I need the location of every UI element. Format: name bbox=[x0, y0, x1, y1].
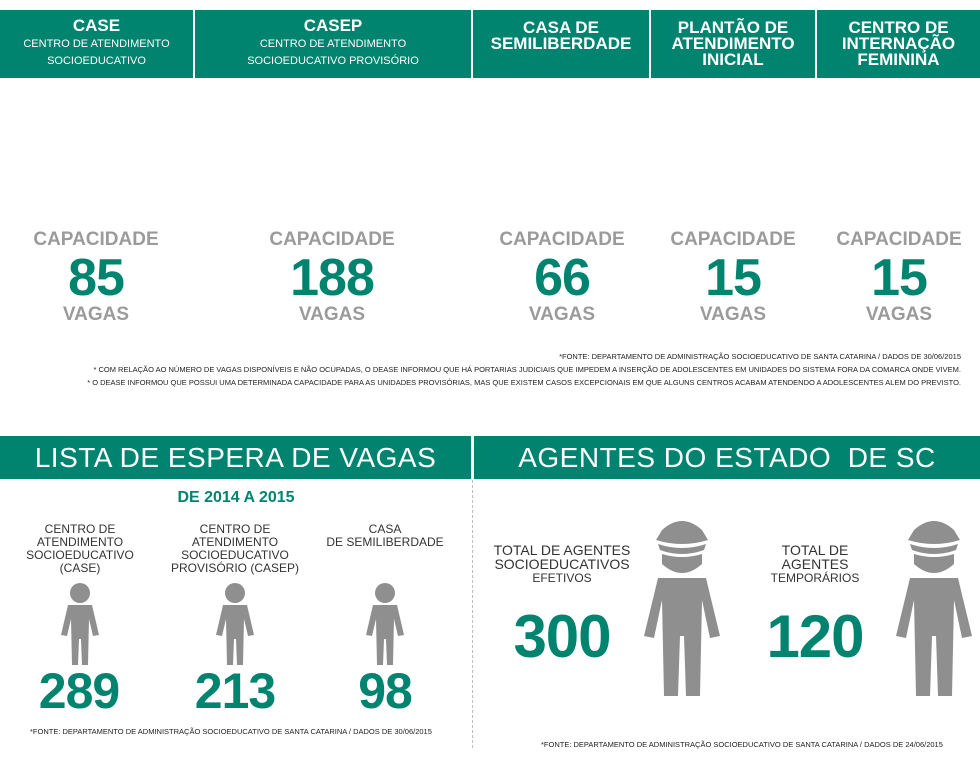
header-title: ATENDIMENTO bbox=[671, 34, 795, 53]
police-officer-icon bbox=[642, 518, 722, 696]
waitlist-value-casep: 213 bbox=[194, 663, 276, 719]
header-internacao-feminina bbox=[817, 10, 980, 78]
child-person-icon bbox=[60, 583, 100, 665]
capacity-value: 188 bbox=[290, 249, 374, 307]
waitlist-source: *FONTE: DEPARTAMENTO DE ADMINISTRAÇÃO SOCIOEDUCATIVO DE SANTA CATARINA / DADOS DE 30/06/2015 bbox=[30, 727, 432, 736]
label-line: DE SEMILIBERDADE bbox=[326, 535, 444, 549]
agents-temporary-label bbox=[740, 543, 890, 585]
capacity-value: 15 bbox=[705, 249, 761, 307]
capacity-unit: VAGAS bbox=[62, 304, 130, 325]
header-title: CENTRO DE bbox=[848, 18, 949, 37]
agents-temporary-value: 120 bbox=[766, 603, 864, 670]
waitlist-label-semiliberdade bbox=[310, 523, 460, 549]
child-person-icon bbox=[365, 583, 405, 665]
label-line: ATENDIMENTO bbox=[36, 535, 124, 549]
label-line: SOCIOEDUCATIVOS bbox=[494, 556, 630, 572]
header-title: INTERNAÇÃO bbox=[841, 34, 956, 53]
agents-effective-value: 300 bbox=[513, 603, 611, 670]
label-line: CENTRO DE bbox=[44, 522, 116, 536]
capacity-value: 66 bbox=[534, 249, 590, 307]
label-line: EFETIVOS bbox=[532, 571, 592, 585]
waitlist-banner: LISTA DE ESPERA DE VAGAS bbox=[0, 436, 471, 479]
capacity-label: CAPACIDADE bbox=[33, 229, 159, 250]
header-title: CASEP bbox=[303, 16, 363, 35]
section-divider bbox=[472, 480, 473, 748]
label-line: CENTRO DE bbox=[199, 522, 271, 536]
label-line: TEMPORÁRIOS bbox=[770, 571, 860, 585]
waitlist-label-case bbox=[5, 523, 155, 575]
header-title: INICIAL bbox=[702, 50, 764, 69]
header-semiliberdade bbox=[473, 10, 649, 78]
capacity-unit: VAGAS bbox=[699, 304, 767, 325]
capacity-unit: VAGAS bbox=[865, 304, 933, 325]
footnote: * O DEASE INFORMOU QUE POSSUI UMA DETERMINADA CAPACIDADE PARA AS UNIDADES PROVISÓRIAS, MAS QUE EXISTEM CASOS EXCEPCIONAIS EM QUE ALGUNS CENTROS ACABAM ATENDENDO A ADOLESCENTES ALEM DO PREVISTO. bbox=[87, 378, 961, 387]
header-title: SEMILIBERDADE bbox=[490, 34, 632, 53]
label-line: CASA bbox=[368, 522, 402, 536]
header-subtitle: CENTRO DE ATENDIMENTO bbox=[259, 38, 407, 50]
capacity-case bbox=[11, 228, 181, 326]
capacity-notes bbox=[87, 350, 961, 389]
capacity-internacao-feminina bbox=[814, 228, 980, 326]
label-line: PROVISÓRIO (CASEP) bbox=[170, 561, 300, 575]
header-title: CASE bbox=[72, 16, 121, 35]
capacity-label: CAPACIDADE bbox=[499, 229, 625, 250]
header-title: PLANTÃO DE bbox=[677, 18, 789, 37]
child-person-icon bbox=[215, 583, 255, 665]
agents-effective-label bbox=[487, 543, 637, 585]
capacity-casep bbox=[247, 228, 417, 326]
label-line: SOCIOEDUCATIVO bbox=[181, 548, 289, 562]
label-line: AGENTES bbox=[781, 556, 849, 572]
header-plantao bbox=[651, 10, 815, 78]
waitlist-value-case: 289 bbox=[38, 663, 120, 719]
waitlist-period: DE 2014 A 2015 bbox=[177, 489, 295, 506]
waitlist-label-casep bbox=[160, 523, 310, 575]
header-case bbox=[0, 10, 193, 78]
waitlist-value-semiliberdade: 98 bbox=[358, 663, 412, 719]
police-officer-icon bbox=[894, 518, 974, 696]
agents-banner: AGENTES DO ESTADO DE SC bbox=[474, 436, 980, 479]
header-subtitle: SOCIOEDUCATIVO bbox=[47, 55, 146, 67]
header-subtitle: SOCIOEDUCATIVO PROVISÓRIO bbox=[247, 55, 419, 67]
label-line: TOTAL DE bbox=[781, 542, 849, 558]
header-title: CASA DE bbox=[523, 18, 599, 37]
capacity-unit: VAGAS bbox=[298, 304, 366, 325]
agents-source: *FONTE: DEPARTAMENTO DE ADMINISTRAÇÃO SOCIOEDUCATIVO DE SANTA CATARINA / DADOS DE 24/06/2015 bbox=[541, 740, 943, 749]
footnote: * COM RELAÇÃO AO NÚMERO DE VAGAS DISPONÍVEIS E NÃO OCUPADAS, O DEASE INFORMOU QUE HÁ PORTARIAS JUDICIAIS QUE IMPEDEM A INSERÇÃO DE ADOLESCENTES EM UNIDADES DO SISTEMA FORA DA COMARCA ONDE VIVEM. bbox=[93, 365, 961, 374]
capacity-plantao bbox=[648, 228, 818, 326]
label-line: ATENDIMENTO bbox=[191, 535, 279, 549]
capacity-value: 85 bbox=[68, 249, 124, 307]
header-subtitle: CENTRO DE ATENDIMENTO bbox=[23, 38, 170, 50]
label-line: (CASE) bbox=[59, 561, 101, 575]
capacity-label: CAPACIDADE bbox=[670, 229, 796, 250]
source-note: *FONTE: DEPARTAMENTO DE ADMINISTRAÇÃO SOCIOEDUCATIVO DE SANTA CATARINA / DADOS DE 30/06/2015 bbox=[559, 352, 961, 361]
header-casep bbox=[195, 10, 471, 78]
header-title: FEMININA bbox=[857, 50, 940, 69]
capacity-unit: VAGAS bbox=[528, 304, 596, 325]
capacity-label: CAPACIDADE bbox=[269, 229, 395, 250]
capacity-label: CAPACIDADE bbox=[836, 229, 962, 250]
capacity-value: 15 bbox=[871, 249, 927, 307]
label-line: SOCIOEDUCATIVO bbox=[26, 548, 134, 562]
capacity-semiliberdade bbox=[477, 228, 647, 326]
label-line: TOTAL DE AGENTES bbox=[493, 542, 631, 558]
